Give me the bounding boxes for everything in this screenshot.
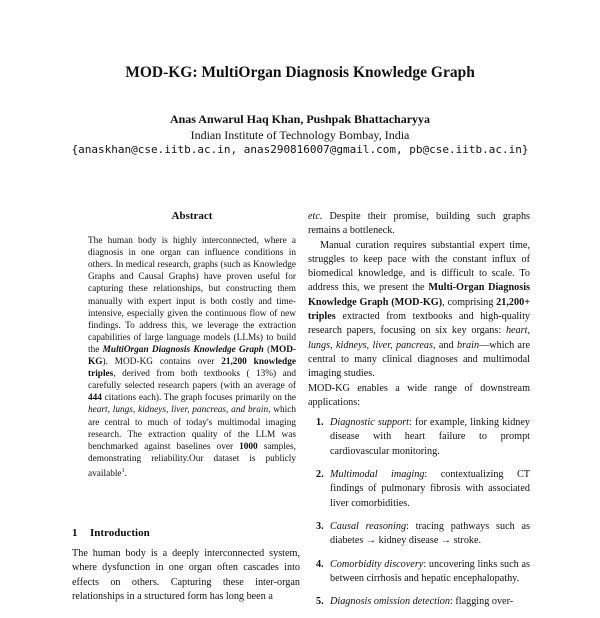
citations-count: 444	[88, 393, 102, 404]
triples-count: 21,200 knowledge triples	[88, 357, 297, 380]
kg-name: MultiOrgan Diagnosis Knowledge Graph	[102, 344, 264, 355]
applications-intro: MOD-KG enables a wide range of downstream applications:	[308, 382, 530, 408]
kg-abbr: MOD-KG	[88, 344, 297, 368]
list-item: 4. Comorbidity discovery: uncovering links such as between cirrhosis and hepatic encephalopathy.	[316, 558, 530, 584]
introduction-text: The human body is a deeply interconnected system, where dysfunction in one organ often cascades into effects on others. Capturing these inter-organ relationships in a structured form has long been a	[72, 548, 300, 603]
list-item: 2. Multimodal imaging: contextualizing CT findings of pulmonary fibrosis with associated liver comorbidities.	[316, 469, 530, 509]
paper-emails: {anaskhan@cse.iitb.ac.in, anas290816007@gmail.com, pb@cse.iitb.ac.in}	[71, 143, 529, 156]
paper-authors: Anas Anwarul Haq Khan, Pushpak Bhattacharyya	[169, 112, 431, 126]
list-item: 1. Diagnostic support: for example, linking kidney disease with heart failure to prompt cardiovascular monitoring.	[316, 417, 530, 457]
organs-list: heart, lungs, kidneys, liver, pancreas, and brain	[88, 405, 269, 416]
list-item: 5. Diagnosis omission detection: flagging over-	[316, 596, 514, 608]
footnote-marker[interactable]: 1	[121, 467, 125, 474]
abstract-heading: Abstract	[171, 210, 213, 222]
paper-title: MOD-KG: MultiOrgan Diagnosis Knowledge Graph	[125, 64, 475, 81]
section-number: 1	[72, 527, 78, 539]
abstract-text: The human body is highly interconnected, where a diagnosis in one organ can influence conditions in others. In medical research, graphs (such as Knowledge Graphs and Causal Graphs) have proven useful for capturing these relationships, but constructing them manually with expert input is both costly and time-intensive, especially given the continuous flow of new findings. To address this, we leverage the extraction capabilities of large language models (LLMs) to build the MultiOrgan Diagnosis Knowledge Graph (MOD-KG). MOD-KG contains over 21,200 knowledge triples, derived from both textbooks ( 13%) and carefully selected research papers (with an average of 444 citations each). The graph focuses primarily on the heart, lungs, kidneys, liver, pancreas, and brain, which are central to much of today's multimodal imaging research. The extraction quality of the LLM was benchmarked against baselines over 1000 samples, demonstrating reliability.Our dataset is publicly available$^1$.	[88, 236, 297, 479]
introduction-heading: 1 Introduction	[72, 527, 150, 539]
right-column	[308, 210, 530, 618]
list-item: 3. Causal reasoning: tracing pathways such as diabetes → kidney disease → stroke.	[316, 520, 530, 547]
paper-affiliation: Indian Institute of Technology Bombay, India	[190, 128, 410, 142]
abstract-section	[88, 210, 296, 480]
samples-count: 1000	[239, 441, 258, 452]
applications-list	[308, 416, 530, 609]
contribution-paragraph: Manual curation requires substantial expert time, struggles to keep pace with the constant influx of biomedical knowledge, and is difficult to scale. To address this, we present the Multi-Organ Diagnosis Knowledge Graph (MOD-KG), comprising 21,200+ triples extracted from textbooks and high-quality research papers, focusing on six key organs: heart, lungs, kidneys, liver, pancreas, and brain—which are central to many clinical diagnoses and multimodal imaging studies.	[308, 239, 531, 380]
continuation-paragraph: etc. Despite their promise, building such graphs remains a bottleneck.	[308, 211, 530, 237]
